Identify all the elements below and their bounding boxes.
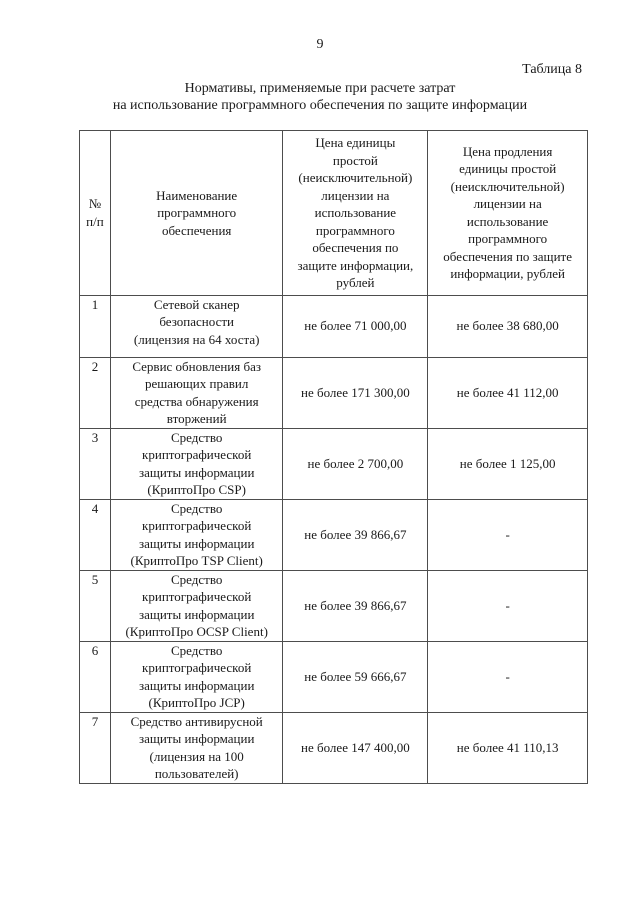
row-number: 1 [80, 295, 111, 357]
row-number: 3 [80, 428, 111, 499]
row-software-name: Средство криптографической защиты информации (КриптоПро OCSP Client) [110, 570, 283, 641]
row-renewal-price: не более 41 110,13 [428, 712, 588, 783]
table-row [80, 712, 588, 783]
page-number: 9 [316, 37, 324, 52]
table-row [80, 570, 588, 641]
row-number: 7 [80, 712, 111, 783]
header-software-name: Наименование программного обеспечения [110, 131, 283, 296]
header-license-price: Цена единицы простой (неисключительной) лицензии на использование программного обеспечения по защите информации, рублей [283, 131, 428, 296]
row-license-price: не более 171 300,00 [283, 357, 428, 428]
row-number: 4 [80, 499, 111, 570]
row-license-price: не более 59 666,67 [283, 641, 428, 712]
row-license-price: не более 2 700,00 [283, 428, 428, 499]
row-renewal-price: - [428, 570, 588, 641]
table-row [80, 428, 588, 499]
table-caption [0, 80, 640, 114]
row-license-price: не более 39 866,67 [283, 570, 428, 641]
row-number: 5 [80, 570, 111, 641]
row-license-price: не более 39 866,67 [283, 499, 428, 570]
table-row [80, 641, 588, 712]
row-renewal-price: не более 1 125,00 [428, 428, 588, 499]
row-software-name: Средство криптографической защиты информации (КриптоПро JCP) [110, 641, 283, 712]
caption-line-1: Нормативы, применяемые при расчете затрат [184, 81, 456, 96]
row-renewal-price: - [428, 641, 588, 712]
table-row [80, 357, 588, 428]
caption-line-2: на использование программного обеспечения по защите информации [112, 98, 528, 113]
row-software-name: Средство антивирусной защиты информации (лицензия на 100 пользователей) [110, 712, 283, 783]
row-number: 2 [80, 357, 111, 428]
header-number: № п/п [80, 131, 111, 296]
row-number: 6 [80, 641, 111, 712]
row-software-name: Сервис обновления баз решающих правил средства обнаружения вторжений [110, 357, 283, 428]
row-renewal-price: не более 38 680,00 [428, 295, 588, 357]
table-label: Таблица 8 [522, 62, 582, 77]
table-row [80, 499, 588, 570]
header-renewal-price: Цена продления единицы простой (неисключительной) лицензии на использование программного обеспечения по защите информации, рублей [428, 131, 588, 296]
norms-table [79, 130, 588, 784]
row-license-price: не более 71 000,00 [283, 295, 428, 357]
table-header-row [80, 131, 588, 296]
row-software-name: Средство криптографической защиты информации (КриптоПро CSP) [110, 428, 283, 499]
row-software-name: Средство криптографической защиты информации (КриптоПро TSP Client) [110, 499, 283, 570]
row-renewal-price: - [428, 499, 588, 570]
row-software-name: Сетевой сканер безопасности (лицензия на 64 хоста) [110, 295, 283, 357]
row-license-price: не более 147 400,00 [283, 712, 428, 783]
table-row [80, 295, 588, 357]
row-renewal-price: не более 41 112,00 [428, 357, 588, 428]
